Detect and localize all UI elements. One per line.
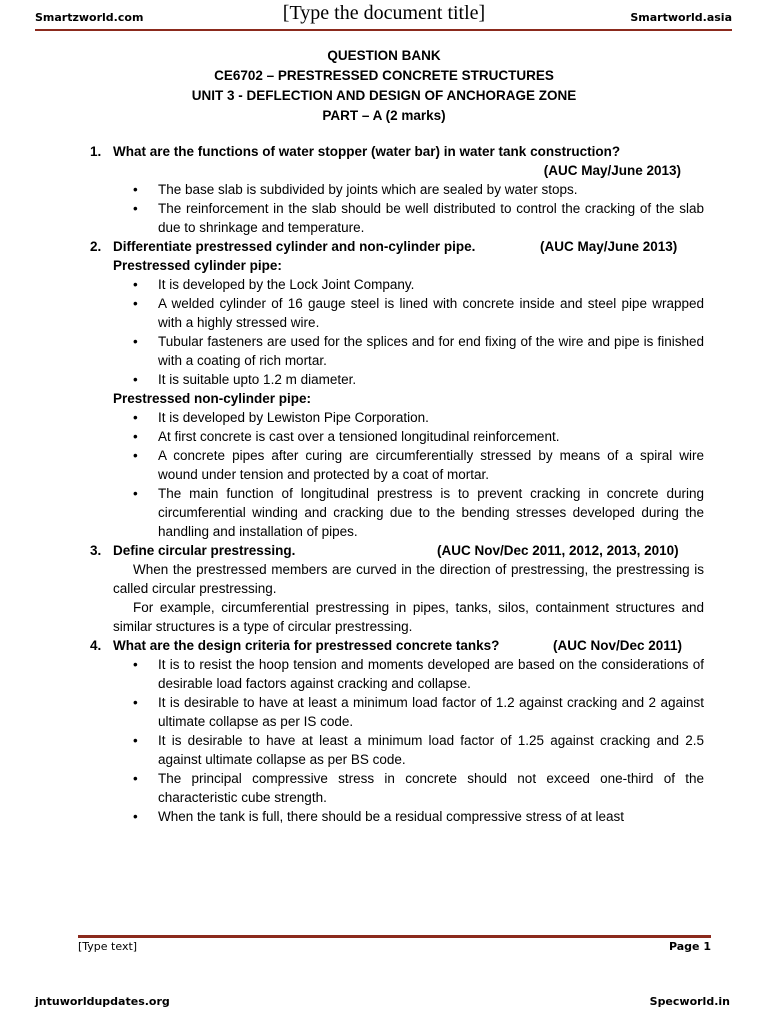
answer-bullets	[90, 275, 704, 389]
title-unit: UNIT 3 - DEFLECTION AND DESIGN OF ANCHORAGE ZONE	[191, 88, 577, 103]
header-site-left: Smartzworld.com	[35, 11, 144, 24]
bullet-item: • It is to resist the hoop tension and moments developed are based on the considerations of desirable load factors against cracking and collapse.	[90, 655, 704, 693]
bullet-item: • The base slab is subdivided by joints which are sealed by water stops.	[90, 180, 704, 199]
question-reference: (AUC May/June 2013)	[543, 163, 681, 178]
question-reference: (AUC Nov/Dec 2011)	[553, 638, 683, 653]
answer-paragraph: When the prestressed members are curved in the direction of prestressing, the prestressing is called circular prestressing.	[113, 562, 704, 596]
bullet-item: • It is developed by Lewiston Pipe Corporation.	[90, 408, 704, 427]
document-title-placeholder: [Type the document title]	[282, 2, 486, 24]
question-number: 1.	[90, 144, 102, 159]
question-reference: (AUC May/June 2013)	[540, 239, 678, 254]
question-text: Differentiate prestressed cylinder and non-cylinder pipe.	[113, 239, 476, 254]
answer-bullets	[90, 408, 704, 541]
subsection-heading: Prestressed non-cylinder pipe:	[113, 391, 312, 406]
footer-text-placeholder: [Type text]	[78, 940, 138, 953]
answer-bullets	[90, 180, 704, 237]
question-number: 3.	[90, 543, 102, 558]
footer-rule	[78, 935, 711, 938]
question-number: 4.	[90, 638, 102, 653]
bottom-site-right: Specworld.in	[649, 995, 730, 1008]
header-site-right: Smartworld.asia	[630, 11, 732, 24]
bullet-item: • A welded cylinder of 16 gauge steel is lined with concrete inside and steel pipe wrapped with a highly stressed wire.	[90, 294, 704, 332]
bullet-item: • It is desirable to have at least a minimum load factor of 1.25 against cracking and 2.5 against ultimate collapse as per BS code.	[90, 731, 704, 769]
question-text: What are the functions of water stopper (water bar) in water tank construction?	[113, 144, 621, 159]
question-heading	[90, 237, 704, 256]
page-titles	[0, 46, 768, 126]
question-heading	[90, 142, 704, 161]
answer-paragraph: For example, circumferential prestressing in pipes, tanks, silos, containment structures and similar structures is a type of circular prestressing.	[113, 600, 704, 634]
header-rule	[35, 29, 732, 31]
title-part: PART – A (2 marks)	[322, 108, 446, 123]
bullet-item: • It is developed by the Lock Joint Company.	[90, 275, 704, 294]
title-course: CE6702 – PRESTRESSED CONCRETE STRUCTURES	[214, 68, 554, 83]
question-text: What are the design criteria for prestressed concrete tanks?	[113, 638, 500, 653]
question-text: Define circular prestressing.	[113, 543, 296, 558]
answer-bullets	[90, 655, 704, 826]
question-list	[90, 142, 704, 826]
bottom-site-left: jntuworldupdates.org	[35, 995, 170, 1008]
page-number: Page 1	[668, 940, 711, 953]
bullet-item: • Tubular fasteners are used for the splices and for end fixing of the wire and pipe is finished with a coating of rich mortar.	[90, 332, 704, 370]
bullet-item: • It is desirable to have at least a minimum load factor of 1.2 against cracking and 2 against ultimate collapse as per IS code.	[90, 693, 704, 731]
question-heading	[90, 636, 704, 655]
question-reference: (AUC Nov/Dec 2011, 2012, 2013, 2010)	[437, 543, 679, 558]
question-number: 2.	[90, 239, 102, 254]
bullet-item: • The principal compressive stress in concrete should not exceed one-third of the characteristic cube strength.	[90, 769, 704, 807]
bullet-item: • The main function of longitudinal prestress is to prevent cracking in concrete during circumferential winding and cracking due to the bending stresses developed during the handling and installation of pipes.	[90, 484, 704, 541]
question-heading	[90, 541, 704, 560]
subsection-heading: Prestressed cylinder pipe:	[113, 258, 282, 273]
title-question-bank: QUESTION BANK	[327, 48, 441, 63]
bullet-item: • The reinforcement in the slab should be well distributed to control the cracking of the slab due to shrinkage and temperature.	[90, 199, 704, 237]
bullet-item: • It is suitable upto 1.2 m diameter.	[90, 370, 704, 389]
bullet-item: • When the tank is full, there should be a residual compressive stress of at least	[90, 807, 704, 826]
bullet-item: • At first concrete is cast over a tensioned longitudinal reinforcement.	[90, 427, 704, 446]
bullet-item: • A concrete pipes after curing are circumferentially stressed by means of a spiral wire wound under tension and protected by a coat of mortar.	[90, 446, 704, 484]
